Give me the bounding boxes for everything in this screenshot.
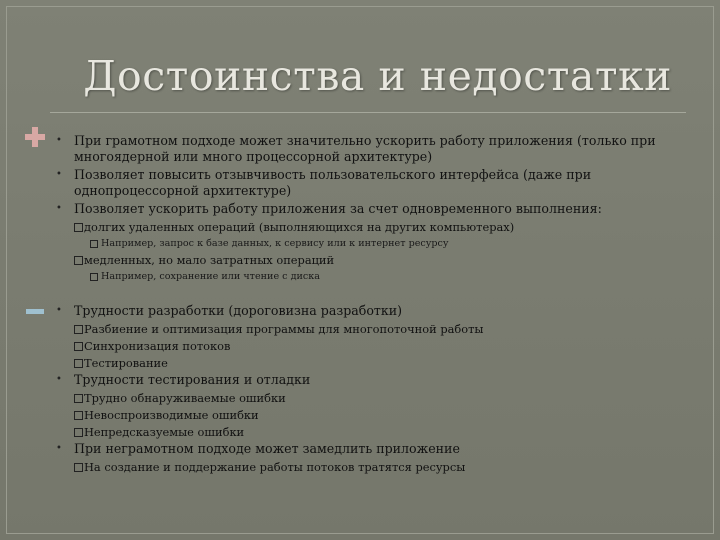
- sub-item: [54, 459, 690, 476]
- list-item: [54, 201, 690, 217]
- sub-item: [54, 219, 690, 236]
- sub-item-text: Синхронизация потоков: [84, 339, 231, 353]
- checkbox-bullet-icon: [90, 273, 98, 281]
- checkbox-bullet-icon: [74, 394, 83, 403]
- checkbox-bullet-icon: [74, 256, 83, 265]
- list-item: [54, 303, 690, 319]
- example-text: Например, запрос к базе данных, к сервису или к интернет ресурсу: [101, 238, 449, 249]
- example-text: Например, сохранение или чтение с диска: [101, 271, 320, 282]
- bullet-icon: •: [56, 203, 62, 214]
- checkbox-bullet-icon: [74, 325, 83, 334]
- checkbox-bullet-icon: [74, 359, 83, 368]
- list-item-text: Позволяет ускорить работу приложения за счет одновременного выполнения:: [74, 201, 602, 216]
- sub-item-text: Тестирование: [84, 356, 168, 370]
- sub-item-text: Невоспроизводимые ошибки: [84, 408, 259, 422]
- sub-item-text: На создание и поддержание работы потоков тратятся ресурсы: [84, 460, 466, 474]
- sub-item-text: долгих удаленных операций (выполняющихся на других компьютерах): [84, 220, 515, 234]
- sub-item-text: Трудно обнаруживаемые ошибки: [84, 391, 286, 405]
- list-item: [54, 441, 690, 457]
- bullet-icon: •: [56, 374, 62, 385]
- sub-item-text: Непредсказуемые ошибки: [84, 425, 245, 439]
- checkbox-bullet-icon: [74, 411, 83, 420]
- sub-item: [54, 390, 690, 407]
- checkbox-bullet-icon: [90, 240, 98, 248]
- checkbox-bullet-icon: [74, 463, 83, 472]
- list-item-text: При грамотном подходе может значительно ускорить работу приложения (только при многоядерной или много процессорной архитектуре): [74, 133, 656, 164]
- sub-item: [54, 321, 690, 338]
- bullet-icon: •: [56, 169, 62, 180]
- example-item: [54, 269, 690, 285]
- plus-icon: [25, 127, 45, 147]
- bullet-icon: •: [56, 135, 62, 146]
- checkbox-bullet-icon: [74, 342, 83, 351]
- slide-title: Достоинства и недостатки: [83, 52, 672, 100]
- title-divider: [50, 112, 686, 113]
- list-item: [54, 372, 690, 388]
- list-item-text: При неграмотном подходе может замедлить приложение: [74, 441, 460, 456]
- bullet-icon: •: [56, 305, 62, 316]
- checkbox-bullet-icon: [74, 428, 83, 437]
- checkbox-bullet-icon: [74, 223, 83, 232]
- list-item-text: Позволяет повысить отзывчивость пользовательского интерфейса (даже при однопроцессорной архитектуре): [74, 167, 592, 198]
- list-item: [54, 133, 690, 165]
- sub-item: [54, 355, 690, 372]
- sub-item-text: Разбиение и оптимизация программы для многопоточной работы: [84, 322, 484, 336]
- example-item: [54, 236, 690, 252]
- disadvantages-list: [54, 303, 690, 476]
- sub-item-text: медленных, но мало затратных операций: [84, 253, 335, 267]
- list-item-text: Трудности тестирования и отладки: [74, 372, 311, 387]
- bullet-icon: •: [56, 443, 62, 454]
- sub-item: [54, 424, 690, 441]
- sub-item: [54, 338, 690, 355]
- minus-icon: [26, 309, 44, 314]
- list-item-text: Трудности разработки (дороговизна разработки): [74, 303, 403, 318]
- list-item: [54, 167, 690, 199]
- sub-item: [54, 407, 690, 424]
- advantages-list: [54, 133, 690, 285]
- sub-item: [54, 252, 690, 269]
